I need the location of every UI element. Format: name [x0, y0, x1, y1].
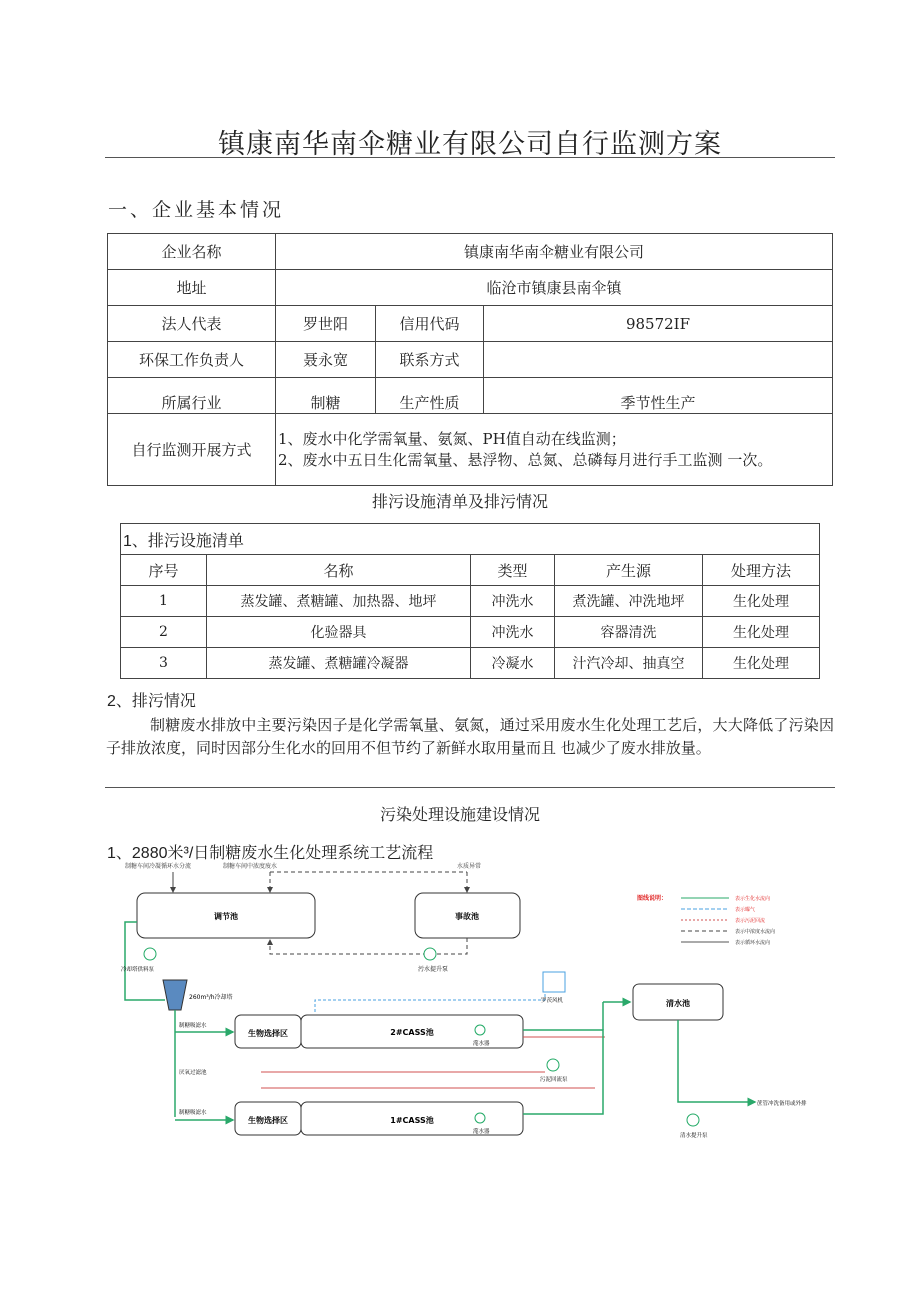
industry-value: 制糖: [276, 378, 376, 414]
company-label: 企业名称: [108, 234, 276, 270]
cell-no: 1: [121, 586, 207, 617]
cooling-pump-label: 冷却塔供料泵: [121, 967, 155, 973]
industry-label: 所属行业: [108, 378, 276, 414]
monitor-method-value: [276, 414, 833, 486]
input-cooling-label: 制糖车间冷凝循环水分流: [125, 863, 192, 870]
table-row: [121, 648, 820, 679]
cell-no: 3: [121, 648, 207, 679]
nature-label: 生产性质: [376, 378, 484, 414]
cass-2-label: 2#CASS池: [390, 1028, 434, 1037]
sludge-pump-icon: [547, 1059, 559, 1071]
clear-pump-label: 清水提升泵: [680, 1133, 708, 1139]
cell-no: 2: [121, 617, 207, 648]
col-header-name: 名称: [207, 555, 471, 586]
cell-name: 化验器具: [207, 617, 471, 648]
cell-name: 蒸发罐、煮糖罐、加热器、地坪: [207, 586, 471, 617]
blower-icon: [543, 972, 565, 992]
monitor-method-label: 自行监测开展方式: [108, 414, 276, 486]
equipment-table: [120, 523, 820, 679]
basic-info-table: [107, 233, 833, 486]
input-abnormal-label: 水质异常: [457, 863, 482, 870]
equipment-caption: 1、排污设施清单: [121, 524, 820, 555]
section-heading-treatment: 污染处理设施建设情况: [379, 805, 540, 824]
cell-type: 冷凝水: [471, 648, 555, 679]
decanter-2-label: 滗水器: [473, 1041, 490, 1047]
clear-pump-icon: [687, 1114, 699, 1126]
monitor-line-1: 1、废水中化学需氧量、氨氮、PH值自动在线监测；: [278, 429, 626, 448]
cell-treatment: 生化处理: [703, 648, 820, 679]
legal-rep-value: 罗世阳: [276, 306, 376, 342]
cell-treatment: 生化处理: [703, 617, 820, 648]
cooling-tower-label: 260m³/h冷却塔: [189, 994, 233, 1001]
table-row: [121, 617, 820, 648]
decanter-1-label: 滗水器: [473, 1129, 490, 1135]
contact-label: 联系方式: [376, 342, 484, 378]
page-title: 镇康南华南伞糖业有限公司自行监测方案: [218, 129, 722, 160]
address-value: 临沧市镇康县南伞镇: [276, 270, 833, 306]
cass-1-label: 1#CASS池: [390, 1116, 434, 1125]
col-header-type: 类型: [471, 555, 555, 586]
input-washing-label: 制糖车间中浓度废水: [223, 863, 278, 870]
cell-source: 煮洗罐、冲洗地坪: [555, 586, 703, 617]
env-manager-label: 环保工作负责人: [108, 342, 276, 378]
cell-treatment: 生化处理: [703, 586, 820, 617]
process-flow-diagram: [115, 862, 815, 1152]
company-value: 镇康南华南伞糖业有限公司: [276, 234, 833, 270]
decanter-2-icon: [475, 1025, 485, 1035]
regulating-tank-label: 调节池: [214, 912, 238, 921]
paragraph-divider: [105, 787, 835, 788]
legal-rep-label: 法人代表: [108, 306, 276, 342]
legend-mid: 表示中浓度水流向: [735, 929, 776, 935]
col-header-treatment: 处理方法: [703, 555, 820, 586]
legend-sludge: 表示污泥回流: [735, 918, 766, 924]
legend-title: 图线说明：: [637, 895, 668, 902]
side-feed-3-label: 制糖吸滤水: [179, 1110, 207, 1116]
cell-type: 冲洗水: [471, 617, 555, 648]
monitor-line-2: 2、废水中五日生化需氧量、悬浮物、总氮、总磷每月进行手工监测 一次。: [278, 450, 773, 469]
accident-tank-label: 事故池: [455, 912, 479, 921]
table-row: [121, 586, 820, 617]
cell-source: 汁汽冷却、抽真空: [555, 648, 703, 679]
lift-pump-label: 污水提升泵: [418, 966, 449, 973]
clear-pool-label: 清水池: [666, 999, 690, 1008]
cell-name: 蒸发罐、煮糖罐冷凝器: [207, 648, 471, 679]
legend-bio: 表示生化水流向: [735, 896, 771, 902]
contact-value: [484, 342, 833, 378]
sludge-pump-label: 污泥回流泵: [540, 1077, 568, 1083]
nature-value: 季节性生产: [484, 378, 833, 414]
credit-code-label: 信用代码: [376, 306, 484, 342]
section-heading-basic: 一、企业基本情况: [108, 199, 285, 221]
cell-type: 冲洗水: [471, 586, 555, 617]
col-header-no: 序号: [121, 555, 207, 586]
discharge-heading: 2、排污情况: [107, 693, 196, 710]
legend-air: 表示曝气: [735, 907, 756, 913]
discharge-paragraph: 制糖废水排放中主要污染因子是化学需氧量、氨氮，通过采用废水生化处理工艺后，大大降低了污染因子排放浓度，同时因部分生化水的回用不但节约了新鲜水取用量而且 也减少了废水排放量。: [106, 716, 834, 757]
section-heading-discharge: 排污设施清单及排污情况: [371, 492, 548, 511]
col-header-source: 产生源: [555, 555, 703, 586]
env-manager-value: 聂永宽: [276, 342, 376, 378]
side-feed-1-label: 制糖吸滤水: [179, 1023, 207, 1029]
aeration-line: [315, 988, 545, 1012]
blower-label: 罗茨风机: [541, 998, 564, 1004]
legend-cycle: 表示循环水流向: [735, 940, 771, 946]
process-heading: 1、2880米³/日制糖废水生化处理系统工艺流程: [107, 845, 434, 862]
outlet-label: 蔗管冲洗备用或外排: [757, 1101, 807, 1107]
decanter-1-icon: [475, 1113, 485, 1123]
credit-code-value: 98572IF: [484, 306, 833, 342]
title-divider: [105, 157, 835, 158]
side-feed-2-label: 厌氧过滤池: [179, 1070, 207, 1076]
cooling-tower-icon: [163, 980, 187, 1010]
bio-selector-1-label: 生物选择区: [248, 1116, 288, 1125]
address-label: 地址: [108, 270, 276, 306]
cooling-pump-icon: [144, 948, 156, 960]
lift-pump-icon: [424, 948, 436, 960]
bio-selector-2-label: 生物选择区: [248, 1029, 288, 1038]
cell-source: 容器清洗: [555, 617, 703, 648]
outlet-line: [678, 1020, 755, 1102]
accident-return-line: [270, 938, 467, 954]
